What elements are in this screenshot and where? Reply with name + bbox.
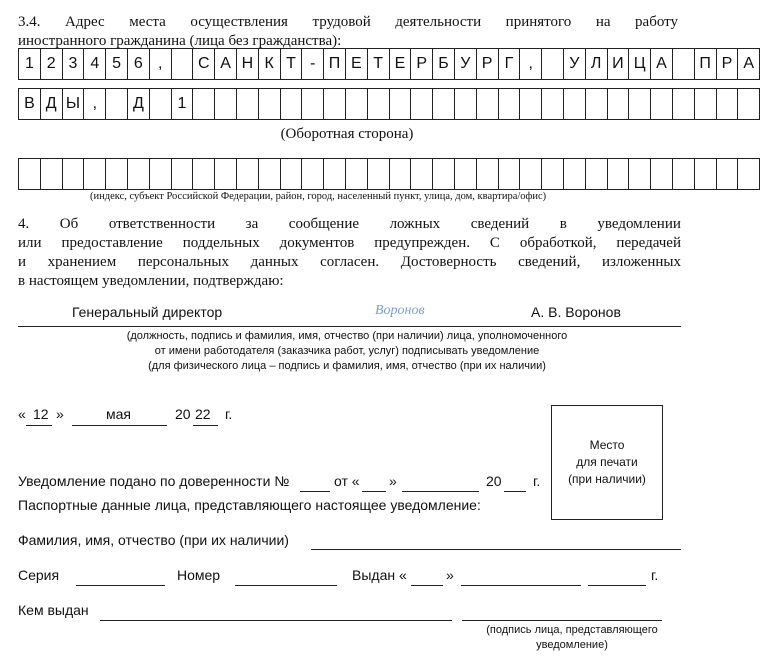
- signatory-line: [18, 326, 681, 327]
- letter-cell[interactable]: [324, 158, 346, 190]
- letter-cell[interactable]: [477, 158, 499, 190]
- letter-cell[interactable]: [172, 48, 194, 80]
- series-field[interactable]: [76, 585, 165, 586]
- letter-cell[interactable]: [564, 88, 586, 120]
- letter-cell[interactable]: [477, 88, 499, 120]
- letter-cell[interactable]: [259, 158, 281, 190]
- issued-day-field[interactable]: [411, 585, 443, 586]
- date-year-prefix: 20: [175, 406, 191, 422]
- letter-cell[interactable]: Е: [390, 48, 412, 80]
- letter-cell[interactable]: А: [651, 48, 673, 80]
- letter-cell[interactable]: Т: [368, 48, 390, 80]
- heading-word: принятого: [505, 14, 572, 30]
- letter-cell[interactable]: [259, 88, 281, 120]
- section-4-line1: [18, 216, 681, 233]
- letter-cell[interactable]: 2: [41, 48, 63, 80]
- letter-cell[interactable]: [368, 158, 390, 190]
- letter-cell[interactable]: [542, 158, 564, 190]
- letter-cell[interactable]: 4: [84, 48, 106, 80]
- date-close-quote: »: [56, 406, 64, 422]
- letter-cell[interactable]: Б: [433, 48, 455, 80]
- letter-cell[interactable]: [215, 158, 237, 190]
- section-3-4-line1: [18, 14, 678, 31]
- stamp-line-1: Место: [589, 438, 625, 452]
- letter-cell[interactable]: [346, 88, 368, 120]
- address-row-1: [18, 48, 760, 80]
- letter-cell[interactable]: С: [193, 48, 215, 80]
- letter-cell[interactable]: [302, 88, 324, 120]
- letter-cell[interactable]: [651, 158, 673, 190]
- letter-cell[interactable]: [695, 158, 717, 190]
- letter-cell[interactable]: [150, 88, 172, 120]
- address-caption: (индекс, субъект Российской Федерации, район, город, населенный пункт, улица, дом, квартира/офис): [90, 191, 547, 202]
- section-4-line2: или предоставление поддельных документов предупрежден. С обработкой, передачей: [18, 235, 681, 251]
- letter-cell[interactable]: [411, 158, 433, 190]
- number-label: Номер: [177, 567, 221, 583]
- heading-word: Адрес: [65, 14, 105, 30]
- letter-cell[interactable]: 1: [19, 48, 41, 80]
- proxy-month-field[interactable]: [402, 491, 479, 492]
- letter-cell[interactable]: П: [695, 48, 717, 80]
- letter-cell[interactable]: Г: [499, 48, 521, 80]
- section-3-4-line2: иностранного гражданина (лица без гражданства):: [18, 33, 342, 49]
- letter-cell[interactable]: [629, 88, 651, 120]
- letter-cell[interactable]: [19, 158, 41, 190]
- letter-cell[interactable]: [281, 158, 303, 190]
- date-year-line: [193, 425, 218, 426]
- letter-cell[interactable]: [411, 88, 433, 120]
- proxy-number-field[interactable]: [300, 491, 330, 492]
- letter-cell[interactable]: [673, 158, 695, 190]
- signatory-caption-2: от имени работодателя (заказчика работ, услуг) подписывать уведомление: [154, 345, 540, 357]
- issued-month-field[interactable]: [461, 585, 581, 586]
- letter-cell[interactable]: ,: [84, 88, 106, 120]
- letter-cell[interactable]: ,: [150, 48, 172, 80]
- section-number: 4.: [18, 216, 30, 232]
- letter-cell[interactable]: [215, 88, 237, 120]
- heading-word: ответственности: [108, 216, 216, 232]
- letter-cell[interactable]: [542, 88, 564, 120]
- letter-cell[interactable]: Н: [237, 48, 259, 80]
- signatory-caption-1: (должность, подпись и фамилия, имя, отчество (при наличии) лица, уполномоченного: [126, 330, 568, 342]
- letter-cell[interactable]: У: [564, 48, 586, 80]
- letter-cell[interactable]: [281, 88, 303, 120]
- letter-cell[interactable]: К: [259, 48, 281, 80]
- letter-cell[interactable]: [324, 88, 346, 120]
- letter-cell[interactable]: [63, 158, 85, 190]
- series-label: Серия: [18, 567, 60, 583]
- proxy-year-field[interactable]: [504, 491, 526, 492]
- letter-cell[interactable]: [499, 158, 521, 190]
- letter-cell[interactable]: Р: [477, 48, 499, 80]
- proxy-day-field[interactable]: [362, 491, 386, 492]
- stamp-box: [551, 405, 663, 520]
- proxy-from-label: от «: [334, 473, 360, 489]
- letter-cell[interactable]: Л: [586, 48, 608, 80]
- heading-word: на: [595, 14, 611, 30]
- letter-cell[interactable]: [564, 158, 586, 190]
- person-sign-caption-2: уведомление): [536, 639, 608, 651]
- letter-cell[interactable]: У: [455, 48, 477, 80]
- letter-cell[interactable]: В: [19, 88, 41, 120]
- reverse-side-label: (Оборотная сторона): [280, 126, 414, 142]
- heading-word: Об: [59, 216, 79, 232]
- fio-field[interactable]: [311, 549, 681, 550]
- letter-cell[interactable]: [368, 88, 390, 120]
- letter-cell[interactable]: Ы: [63, 88, 85, 120]
- issued-by-field[interactable]: [100, 620, 452, 621]
- letter-cell[interactable]: [128, 158, 150, 190]
- letter-cell[interactable]: -: [302, 48, 324, 80]
- letter-cell[interactable]: [673, 48, 695, 80]
- letter-cell[interactable]: [586, 88, 608, 120]
- letter-cell[interactable]: [237, 158, 259, 190]
- letter-cell[interactable]: [651, 88, 673, 120]
- proxy-close-quote: »: [389, 473, 397, 489]
- letter-cell[interactable]: [106, 88, 128, 120]
- issued-by-label: Кем выдан: [18, 602, 89, 618]
- letter-cell[interactable]: 3: [63, 48, 85, 80]
- letter-cell[interactable]: Т: [281, 48, 303, 80]
- stamp-line-2: для печати: [576, 455, 638, 469]
- letter-cell[interactable]: [608, 88, 630, 120]
- letter-cell[interactable]: [608, 158, 630, 190]
- stamp-line-3: (при наличии): [568, 472, 646, 486]
- heading-word: за: [245, 216, 259, 232]
- letter-cell[interactable]: Е: [346, 48, 368, 80]
- letter-cell[interactable]: П: [324, 48, 346, 80]
- letter-cell[interactable]: [520, 88, 542, 120]
- heading-word: работу: [635, 14, 678, 30]
- letter-cell[interactable]: [84, 158, 106, 190]
- number-field[interactable]: [235, 585, 337, 586]
- date-day-line: [26, 425, 52, 426]
- letter-cell[interactable]: [695, 88, 717, 120]
- proxy-label: Уведомление подано по доверенности №: [18, 473, 290, 489]
- section-4-line4: в настоящем уведомлении, подтверждаю:: [18, 273, 284, 289]
- date-month-line: [72, 425, 167, 426]
- letter-cell[interactable]: [586, 158, 608, 190]
- heading-word: сообщение: [288, 216, 360, 232]
- heading-word: места: [129, 14, 166, 30]
- issued-label: Выдан «: [352, 567, 407, 583]
- letter-cell[interactable]: 5: [106, 48, 128, 80]
- letter-cell[interactable]: [302, 158, 324, 190]
- heading-word: уведомлении: [597, 216, 681, 232]
- letter-cell[interactable]: [455, 88, 477, 120]
- issued-year-field[interactable]: [588, 585, 646, 586]
- letter-cell[interactable]: [41, 158, 63, 190]
- letter-cell[interactable]: Р: [717, 48, 739, 80]
- proxy-year-prefix: 20: [486, 473, 502, 489]
- letter-cell[interactable]: [172, 158, 194, 190]
- letter-cell[interactable]: [629, 158, 651, 190]
- heading-word: осуществления: [190, 14, 288, 30]
- letter-cell[interactable]: ,: [520, 48, 542, 80]
- date-open-quote: «: [18, 406, 26, 422]
- letter-cell[interactable]: [542, 48, 564, 80]
- letter-cell[interactable]: А: [215, 48, 237, 80]
- date-year-suffix: 22: [195, 406, 211, 422]
- letter-cell[interactable]: [106, 158, 128, 190]
- letter-cell[interactable]: [150, 158, 172, 190]
- heading-word: сведений: [470, 216, 530, 232]
- letter-cell[interactable]: [390, 88, 412, 120]
- letter-cell[interactable]: [193, 158, 215, 190]
- issued-close-quote: »: [446, 567, 454, 583]
- date-day: 12: [33, 406, 49, 422]
- person-signature-field[interactable]: [462, 620, 662, 621]
- section-number: 3.4.: [18, 14, 41, 30]
- letter-cell[interactable]: [346, 158, 368, 190]
- letter-cell[interactable]: И: [608, 48, 630, 80]
- section-4-line3: и хранением персональных данных согласен. Достоверность сведений, изложенных: [18, 254, 681, 270]
- signatory-caption-3: (для физического лица – подпись и фамилия, имя, отчество (при их наличии): [148, 360, 546, 372]
- fio-label: Фамилия, имя, отчество (при их наличии): [18, 532, 289, 548]
- date-year-label: г.: [225, 406, 233, 422]
- letter-cell[interactable]: [717, 158, 739, 190]
- heading-word: в: [559, 216, 567, 232]
- letter-cell[interactable]: Д: [41, 88, 63, 120]
- letter-cell[interactable]: 6: [128, 48, 150, 80]
- passport-label: Паспортные данные лица, представляющего настоящее уведомление:: [18, 497, 481, 513]
- signatory-name: А. В. Воронов: [531, 304, 621, 320]
- letter-cell[interactable]: [738, 88, 760, 120]
- letter-cell[interactable]: [520, 158, 542, 190]
- letter-cell[interactable]: [433, 88, 455, 120]
- signature: Воронов: [375, 303, 425, 318]
- letter-cell[interactable]: [237, 88, 259, 120]
- person-sign-caption-1: (подпись лица, представляющего: [486, 624, 658, 636]
- letter-cell[interactable]: Д: [128, 88, 150, 120]
- letter-cell[interactable]: 1: [172, 88, 194, 120]
- letter-cell[interactable]: А: [738, 48, 760, 80]
- address-row-3: [18, 158, 760, 190]
- letter-cell[interactable]: [499, 88, 521, 120]
- heading-word: деятельности: [395, 14, 482, 30]
- letter-cell[interactable]: Р: [411, 48, 433, 80]
- letter-cell[interactable]: [455, 158, 477, 190]
- date-month: мая: [106, 406, 131, 422]
- letter-cell[interactable]: [193, 88, 215, 120]
- heading-word: ложных: [389, 216, 441, 232]
- address-row-2: [18, 88, 760, 120]
- letter-cell[interactable]: Ц: [629, 48, 651, 80]
- issued-year-label: г.: [651, 567, 659, 583]
- letter-cell[interactable]: [673, 88, 695, 120]
- letter-cell[interactable]: [433, 158, 455, 190]
- position-value: Генеральный директор: [72, 304, 223, 320]
- letter-cell[interactable]: [390, 158, 412, 190]
- letter-cell[interactable]: [717, 88, 739, 120]
- heading-word: трудовой: [312, 14, 371, 30]
- proxy-year-label: г.: [533, 473, 541, 489]
- letter-cell[interactable]: [738, 158, 760, 190]
